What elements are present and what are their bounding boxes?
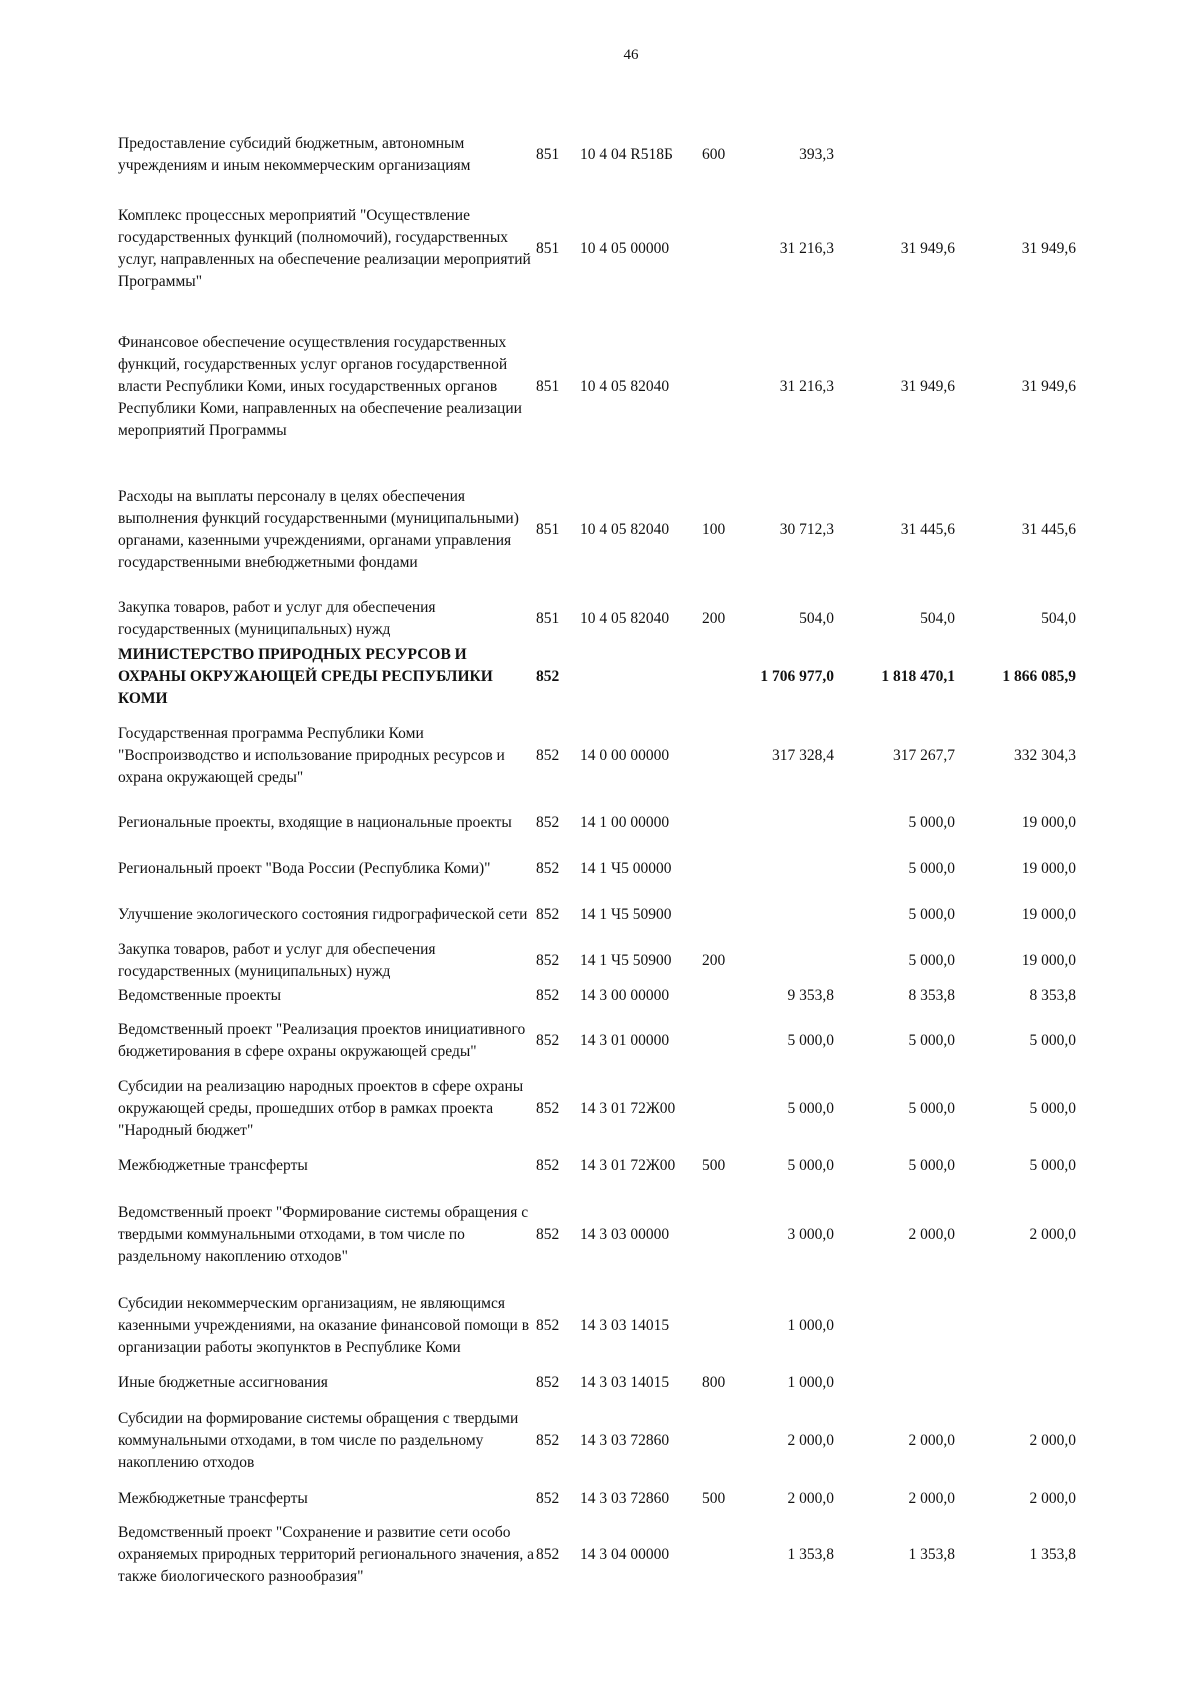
row-name: Предоставление субсидий бюджетным, автономным учреждениям и иным некоммерческим организациям — [118, 135, 471, 174]
row-amount-year-1 — [752, 938, 834, 984]
row-amount-year-1: 1 000,0 — [787, 1374, 834, 1391]
row-amount-year-3: 2 000,0 — [1029, 1226, 1076, 1243]
row-name: Государственная программа Республики Коми "Воспроизводство и использование природных ресурсов и охрана окружающей среды" — [118, 725, 505, 786]
row-amount-year-1 — [752, 892, 834, 938]
row-amount-year-1: 2 000,0 — [787, 1489, 834, 1507]
row-expense-type-code: 500 — [702, 1157, 726, 1174]
row-amount-year-1: 1 706 977,0 — [760, 668, 834, 685]
row-target-article-code: 14 3 01 72Ж00 — [580, 1157, 676, 1174]
table-row — [118, 800, 1076, 846]
row-amount-year-3: 5 000,0 — [1029, 1157, 1076, 1174]
row-amount-year-2: 5 000,0 — [908, 1157, 955, 1174]
row-amount-year-3: 31 949,6 — [1021, 240, 1076, 257]
row-amount-year-2: 2 000,0 — [908, 1432, 955, 1449]
table-row — [118, 1075, 1076, 1143]
row-amount-year-1: 9 353,8 — [787, 986, 834, 1004]
row-name: Ведомственный проект "Сохранение и развитие сети особо охраняемых природных территорий регионального значения, а также биологического разнообразия" — [118, 1524, 534, 1585]
row-name: Расходы на выплаты персоналу в целях обеспечения выполнения функций государственными (муниципальными) органами, казенными учреждениями, органами управления государственными внебюджетными фондами — [118, 488, 519, 571]
row-grbs-code: 851 — [536, 521, 560, 538]
row-amount-year-2: 31 445,6 — [900, 521, 955, 538]
row-name: Субсидии на реализацию народных проектов в сфере охраны окружающей среды, прошедших отбор в рамках проекта "Народный бюджет" — [118, 1078, 524, 1139]
row-expense-type-code — [702, 1075, 752, 1143]
table-row — [118, 1189, 1076, 1281]
row-name: Закупка товаров, работ и услуг для обеспечения государственных (муниципальных) нужд — [118, 941, 436, 980]
row-amount-year-1: 2 000,0 — [787, 1432, 834, 1449]
row-expense-type-code — [702, 846, 752, 892]
row-expense-type-code — [702, 1510, 752, 1600]
row-name: Ведомственный проект "Реализация проектов инициативного бюджетирования в сфере охраны окружающей среды" — [118, 1021, 526, 1060]
row-target-article-code: 14 3 03 72860 — [580, 1489, 670, 1507]
row-amount-year-3: 1 866 085,9 — [1002, 668, 1076, 685]
row-grbs-code: 851 — [536, 146, 560, 163]
row-target-article-code: 14 3 03 00000 — [580, 1226, 670, 1243]
row-expense-type-code — [702, 1281, 752, 1371]
row-grbs-code: 852 — [536, 1157, 560, 1174]
row-amount-year-3: 2 000,0 — [1029, 1489, 1076, 1507]
row-grbs-code: 852 — [536, 906, 560, 923]
table-row — [118, 121, 1076, 189]
row-grbs-code: 852 — [536, 747, 560, 764]
row-amount-year-1: 5 000,0 — [787, 1157, 834, 1174]
row-target-article-code: 14 3 04 00000 — [580, 1546, 670, 1563]
table-row — [118, 938, 1076, 984]
row-grbs-code: 851 — [536, 610, 560, 627]
table-row — [118, 642, 1076, 712]
row-name: Финансовое обеспечение осуществления государственных функций, государственных услуг органов государственной власти Республики Коми, иных государственных органов Республики Коми, направленных на обеспечение реализации мероприятий Программы — [118, 333, 522, 439]
row-grbs-code: 851 — [536, 377, 560, 395]
table-row — [118, 1281, 1076, 1371]
row-amount-year-1: 3 000,0 — [787, 1226, 834, 1243]
row-expense-type-code: 600 — [702, 146, 726, 163]
row-grbs-code: 852 — [536, 1100, 560, 1117]
row-amount-year-2: 5 000,0 — [908, 952, 955, 969]
row-expense-type-code — [702, 984, 752, 1007]
table-row — [118, 189, 1076, 309]
row-expense-type-code: 200 — [702, 952, 726, 969]
row-expense-type-code: 500 — [702, 1489, 726, 1507]
row-amount-year-2: 5 000,0 — [908, 860, 955, 877]
row-amount-year-2: 317 267,7 — [893, 747, 955, 764]
row-name: Улучшение экологического состояния гидрографической сети — [118, 906, 528, 923]
row-amount-year-3 — [955, 1281, 1076, 1371]
row-amount-year-3: 332 304,3 — [1014, 747, 1076, 764]
row-name: Ведомственные проекты — [118, 986, 282, 1004]
page-number: 46 — [623, 47, 639, 63]
row-amount-year-1 — [752, 846, 834, 892]
row-amount-year-3: 8 353,8 — [1029, 986, 1076, 1004]
row-grbs-code: 852 — [536, 986, 560, 1004]
row-name: Иные бюджетные ассигнования — [118, 1374, 328, 1391]
table-row — [118, 464, 1076, 596]
row-expense-type-code — [702, 642, 752, 712]
row-amount-year-2: 1 818 470,1 — [881, 668, 955, 685]
row-amount-year-1: 1 353,8 — [787, 1546, 834, 1563]
row-amount-year-2 — [834, 1371, 955, 1395]
row-amount-year-3: 31 949,6 — [1021, 377, 1076, 395]
table-row — [118, 309, 1076, 464]
row-amount-year-3: 2 000,0 — [1029, 1432, 1076, 1449]
row-amount-year-1: 317 328,4 — [772, 747, 834, 764]
row-amount-year-1: 1 000,0 — [787, 1317, 834, 1334]
row-expense-type-code — [702, 309, 752, 464]
row-name: Региональный проект "Вода России (Республика Коми)" — [118, 860, 491, 877]
row-target-article-code: 14 0 00 00000 — [580, 747, 670, 764]
row-target-article-code: 14 3 03 14015 — [580, 1374, 670, 1391]
row-expense-type-code — [702, 189, 752, 309]
row-amount-year-1: 504,0 — [799, 610, 834, 627]
row-name: Межбюджетные трансферты — [118, 1157, 308, 1174]
row-target-article-code: 10 4 05 00000 — [580, 240, 670, 257]
row-expense-type-code — [702, 892, 752, 938]
row-amount-year-3 — [955, 1371, 1076, 1395]
row-expense-type-code: 200 — [702, 610, 726, 627]
row-expense-type-code — [702, 1395, 752, 1487]
table-row — [118, 892, 1076, 938]
row-expense-type-code — [702, 800, 752, 846]
row-amount-year-2: 5 000,0 — [908, 906, 955, 923]
row-grbs-code: 852 — [536, 860, 560, 877]
row-amount-year-3: 19 000,0 — [1021, 906, 1076, 923]
row-amount-year-3: 5 000,0 — [1029, 1100, 1076, 1117]
row-amount-year-2: 31 949,6 — [900, 377, 955, 395]
row-amount-year-1 — [752, 800, 834, 846]
row-amount-year-2: 8 353,8 — [908, 986, 955, 1004]
table-row — [118, 1371, 1076, 1395]
row-grbs-code: 852 — [536, 1546, 560, 1563]
row-amount-year-3: 504,0 — [1041, 610, 1076, 627]
row-amount-year-2: 5 000,0 — [908, 1032, 955, 1049]
row-amount-year-1: 5 000,0 — [787, 1100, 834, 1117]
row-expense-type-code — [702, 1007, 752, 1075]
row-amount-year-3: 31 445,6 — [1021, 521, 1076, 538]
row-target-article-code: 10 4 05 82040 — [580, 377, 670, 395]
row-expense-type-code: 100 — [702, 521, 726, 538]
row-amount-year-1: 30 712,3 — [779, 521, 834, 538]
row-grbs-code: 852 — [536, 952, 560, 969]
row-name: Комплекс процессных мероприятий "Осуществление государственных функций (полномочий), государственных услуг, направленных на обеспечение реализации мероприятий Программы" — [118, 207, 531, 290]
row-expense-type-code — [702, 1189, 752, 1281]
row-grbs-code: 852 — [536, 1032, 560, 1049]
row-target-article-code: 10 4 05 82040 — [580, 610, 670, 627]
table-row — [118, 1487, 1076, 1510]
row-grbs-code: 852 — [536, 1317, 560, 1334]
table-row — [118, 984, 1076, 1007]
row-amount-year-3: 19 000,0 — [1021, 814, 1076, 831]
row-amount-year-1: 31 216,3 — [779, 377, 834, 395]
row-amount-year-3: 1 353,8 — [1029, 1546, 1076, 1563]
row-amount-year-1: 31 216,3 — [779, 240, 834, 257]
row-amount-year-2: 31 949,6 — [900, 240, 955, 257]
row-grbs-code: 852 — [536, 1374, 560, 1391]
row-amount-year-3: 19 000,0 — [1021, 952, 1076, 969]
row-grbs-code: 852 — [536, 1226, 560, 1243]
row-amount-year-2: 5 000,0 — [908, 814, 955, 831]
row-amount-year-2: 2 000,0 — [908, 1226, 955, 1243]
row-amount-year-3: 19 000,0 — [1021, 860, 1076, 877]
row-name: Субсидии на формирование системы обращения с твердыми коммунальными отходами, в том числе по раздельному накоплению отходов — [118, 1410, 519, 1471]
row-amount-year-2: 1 353,8 — [908, 1546, 955, 1563]
table-body — [118, 121, 1076, 1600]
row-target-article-code: 14 1 00 00000 — [580, 814, 670, 831]
row-grbs-code: 852 — [536, 1432, 560, 1449]
row-amount-year-1: 393,3 — [799, 146, 834, 163]
table-row — [118, 1395, 1076, 1487]
row-amount-year-2 — [834, 121, 955, 189]
row-target-article-code: 14 3 03 72860 — [580, 1432, 670, 1449]
table-row — [118, 1510, 1076, 1600]
row-grbs-code: 852 — [536, 1489, 560, 1507]
row-name: Ведомственный проект "Формирование системы обращения с твердыми коммунальными отходами, в том числе по раздельному накоплению отходов" — [118, 1204, 529, 1265]
row-amount-year-2: 2 000,0 — [908, 1489, 955, 1507]
row-target-article-code: 14 3 00 00000 — [580, 986, 670, 1004]
row-name: МИНИСТЕРСТВО ПРИРОДНЫХ РЕСУРСОВ И ОХРАНЫ ОКРУЖАЮЩЕЙ СРЕДЫ РЕСПУБЛИКИ КОМИ — [118, 646, 493, 707]
row-target-article-code: 14 1 Ч5 50900 — [580, 906, 672, 923]
row-target-article-code: 14 3 03 14015 — [580, 1317, 670, 1334]
row-target-article-code — [580, 642, 702, 712]
row-name: Субсидии некоммерческим организациям, не являющимся казенными учреждениями, на оказание финансовой помощи в организации работы экопунктов в Республике Коми — [118, 1295, 530, 1356]
row-name: Региональные проекты, входящие в национальные проекты — [118, 814, 512, 831]
row-target-article-code: 14 3 01 00000 — [580, 1032, 670, 1049]
row-amount-year-2: 504,0 — [920, 610, 955, 627]
row-amount-year-2 — [834, 1281, 955, 1371]
row-target-article-code: 14 1 Ч5 00000 — [580, 860, 672, 877]
row-target-article-code: 14 3 01 72Ж00 — [580, 1100, 676, 1117]
table-row — [118, 1007, 1076, 1075]
row-name: Межбюджетные трансферты — [118, 1489, 308, 1507]
row-expense-type-code: 800 — [702, 1374, 726, 1391]
row-target-article-code: 10 4 04 R518Б — [580, 146, 673, 163]
row-amount-year-2: 5 000,0 — [908, 1100, 955, 1117]
row-grbs-code: 852 — [536, 814, 560, 831]
table-row — [118, 712, 1076, 800]
budget-table — [118, 121, 1076, 1600]
row-amount-year-1: 5 000,0 — [787, 1032, 834, 1049]
row-target-article-code: 10 4 05 82040 — [580, 521, 670, 538]
table-row — [118, 596, 1076, 642]
row-target-article-code: 14 1 Ч5 50900 — [580, 952, 672, 969]
row-grbs-code: 851 — [536, 240, 560, 257]
table-row — [118, 846, 1076, 892]
row-expense-type-code — [702, 712, 752, 800]
table-row — [118, 1143, 1076, 1189]
row-name: Закупка товаров, работ и услуг для обеспечения государственных (муниципальных) нужд — [118, 599, 436, 638]
row-amount-year-3 — [955, 121, 1076, 189]
row-grbs-code: 852 — [536, 668, 560, 685]
row-amount-year-3: 5 000,0 — [1029, 1032, 1076, 1049]
